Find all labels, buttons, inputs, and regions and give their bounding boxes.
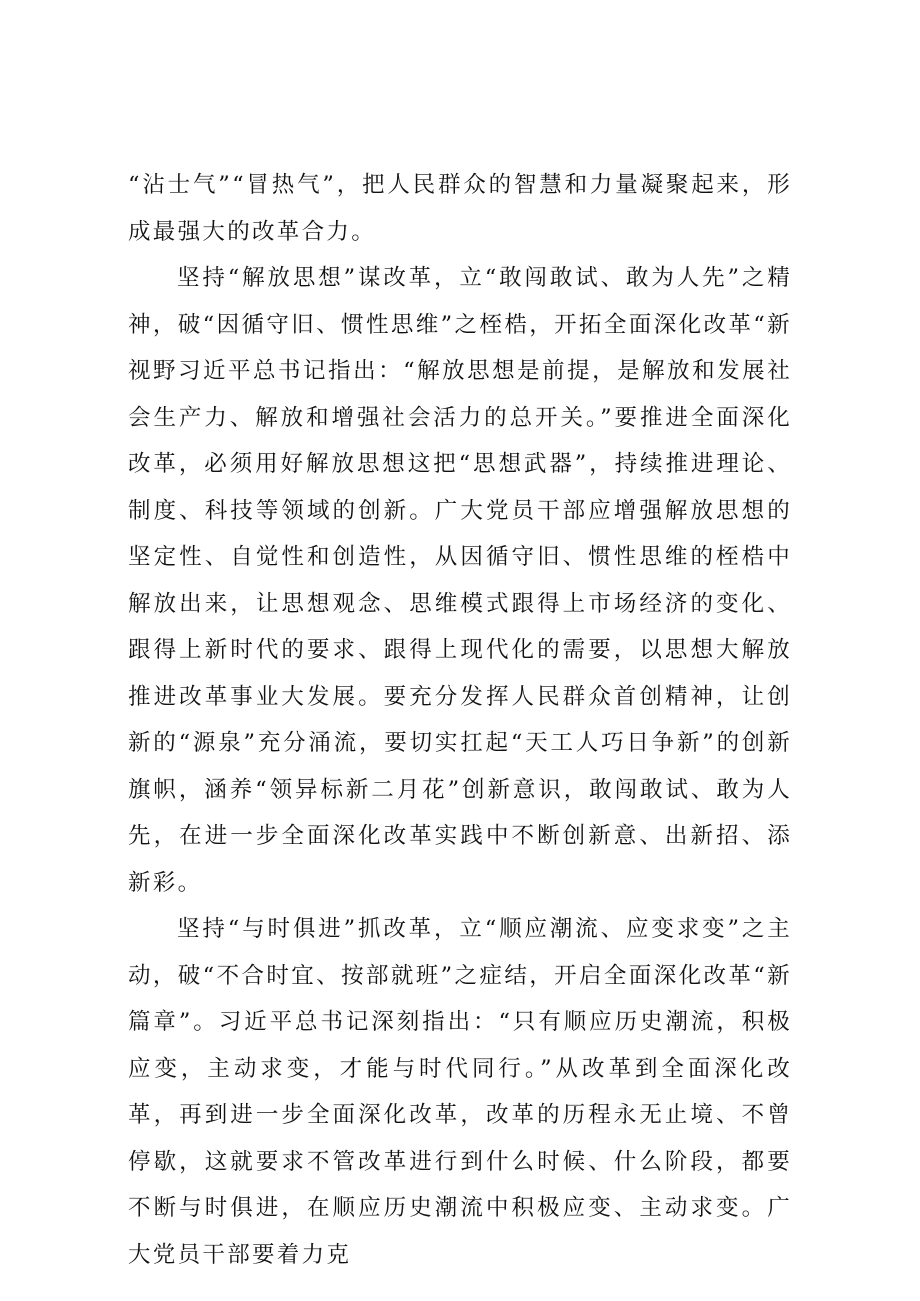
document-body bbox=[128, 162, 792, 1278]
paragraph-1: “沾士气”“冒热气”，把人民群众的智慧和力量凝聚起来，形成最强大的改革合力。 bbox=[128, 172, 792, 245]
paragraph-3: 坚持“与时俱进”抓改革，立“顺应潮流、应变求变”之主动，破“不合时宜、按部就班”之症结，开启全面深化改革“新篇章”。习近平总书记深刻指出：“只有顺应历史潮流，积极应变，主动求变，才能与时代同行。”从改革到全面深化改革，再到进一步全面深化改革，改革的历程永无止境、不曾停歇，这就要求不管改革进行到什么时候、什么阶段，都要不断与时俱进，在顺应历史潮流中积极应变、主动求变。广大党员干部要着力克 bbox=[128, 916, 792, 1268]
paragraph-2: 坚持“解放思想”谋改革，立“敢闯敢试、敢为人先”之精神，破“因循守旧、惯性思维”之桎梏，开拓全面深化改革“新视野习近平总书记指出：“解放思想是前提，是解放和发展社会生产力、解放和增强社会活力的总开关。”要推进全面深化改革，必须用好解放思想这把“思想武器”，持续推进理论、制度、科技等领域的创新。广大党员干部应增强解放思想的坚定性、自觉性和创造性，从因循守旧、惯性思维的桎梏中解放出来，让思想观念、思维模式跟得上市场经济的变化、跟得上新时代的要求、跟得上现代化的需要，以思想大解放推进改革事业大发展。要充分发挥人民群众首创精神，让创新的“源泉”充分涌流，要切实扛起“天工人巧日争新”的创新旗帜，涵养“领异标新二月花”创新意识，敢闯敢试、敢为人先，在进一步全面深化改革实践中不断创新意、出新招、添新彩。 bbox=[128, 265, 792, 896]
